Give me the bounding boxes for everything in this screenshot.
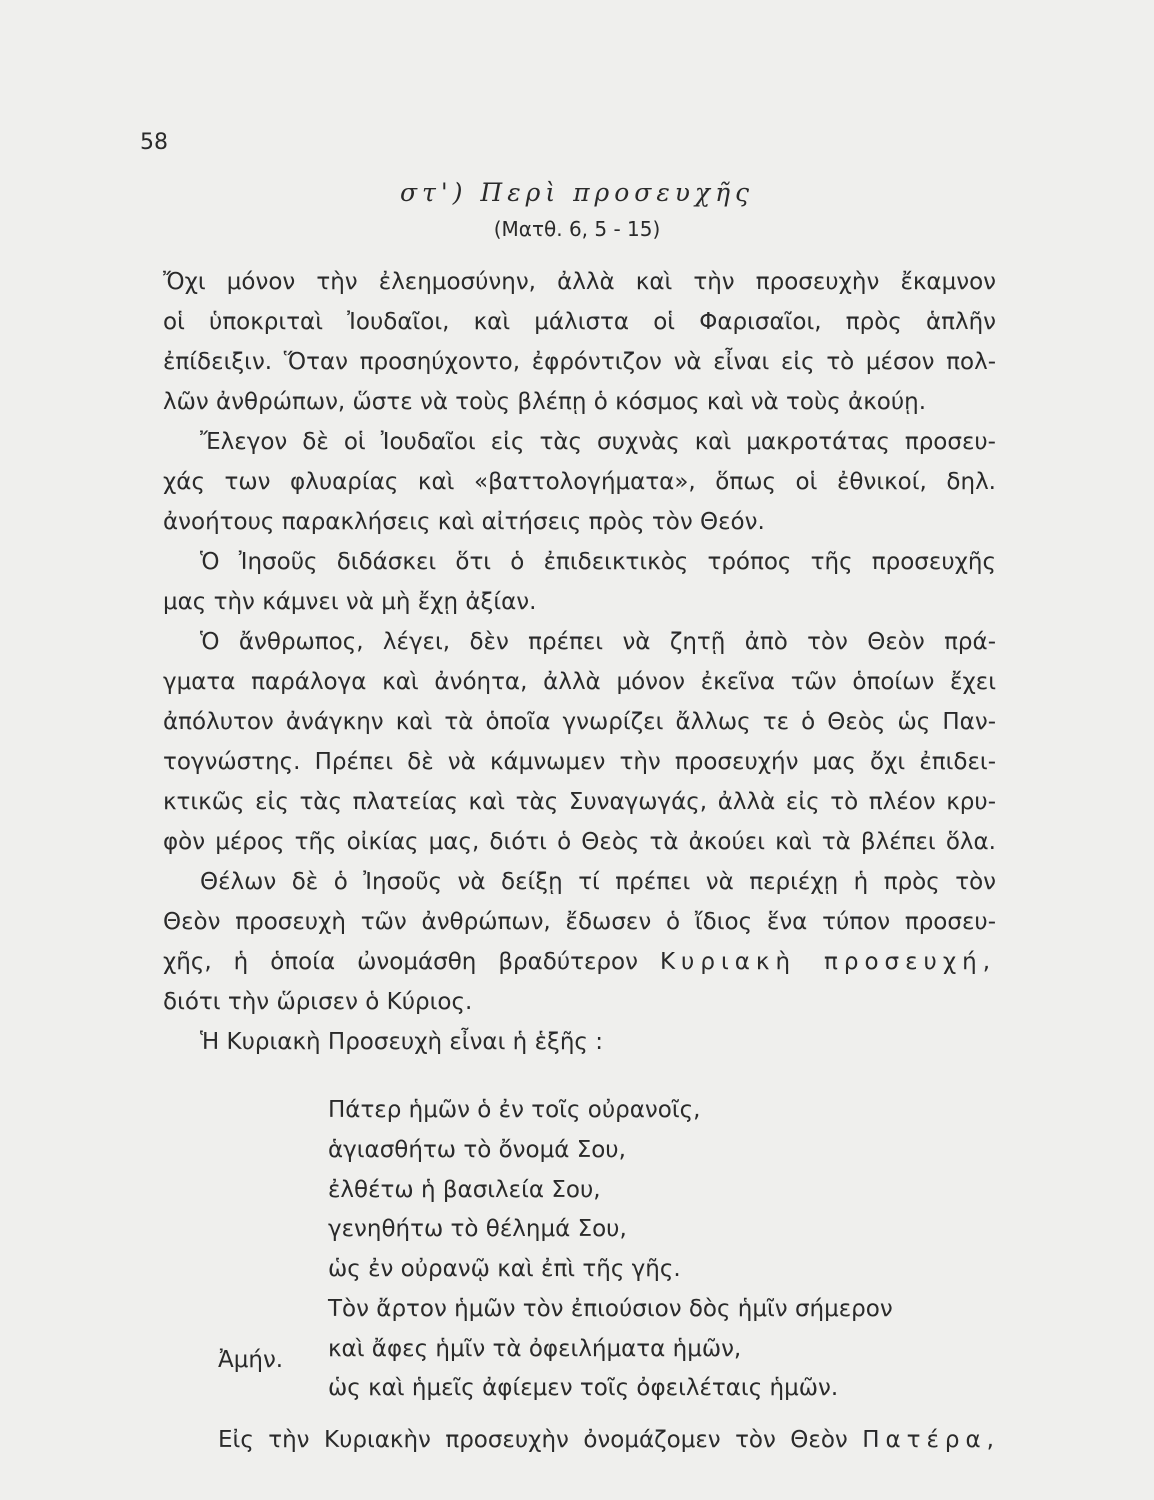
text-line: μας τὴν κάμνει νὰ μὴ ἔχῃ ἀξίαν. [163,589,537,615]
page-number: 58 [140,130,168,155]
amen: Ἀμήν. [218,1347,284,1373]
text-line: Θέλων δὲ ὁ Ἰησοῦς νὰ δείξῃ τί πρέπει νὰ περιέχῃ ἡ πρὸς τὸν [200,869,996,895]
emphasized-term: Κυριακὴ προσευχή, [659,949,997,975]
prayer-line: ἁγιασθήτω τὸ ὄνομά Σου, [328,1136,626,1163]
prayer-line: καὶ ἄφες ἡμῖν τὰ ὀφειλήματα ἡμῶν, [328,1335,742,1362]
prayer-line: Τὸν ἄρτον ἡμῶν τὸν ἐπιούσιον δὸς ἡμῖν σήμερον [328,1295,893,1322]
prayer-line: γενηθήτω τὸ θέλημά Σου, [328,1216,627,1243]
text-line: χάς των φλυαρίας καὶ «βαττολογήματα», ὅπως οἱ ἐθνικοί, δηλ. [163,469,996,495]
text-line: ἐπίδειξιν. Ὅταν προσηύχοντο, ἐφρόντιζον νὰ εἶναι εἰς τὸ μέσον πολ- [163,349,996,375]
text-line: κτικῶς εἰς τὰς πλατείας καὶ τὰς Συναγωγάς, ἀλλὰ εἰς τὸ πλέον κρυ- [163,789,996,815]
text-line: Ὁ Ἰησοῦς διδάσκει ὅτι ὁ ἐπιδεικτικὸς τρόπος τῆς προσευχῆς [200,549,996,575]
text-line: Θεὸν προσευχὴ τῶν ἀνθρώπων, ἔδωσεν ὁ ἴδιος ἕνα τύπον προσευ- [163,909,996,935]
text-line: ἀνοήτους παρακλήσεις καὶ αἰτήσεις πρὸς τὸν Θεόν. [163,509,765,535]
section-title: στ') Περὶ προσευχῆς [399,178,755,207]
text-line: τογνώστης. Πρέπει δὲ νὰ κάμνωμεν τὴν προσευχήν μας ὄχι ἐπιδει- [163,749,996,775]
text-line: Ἔλεγον δὲ οἱ Ἰουδαῖοι εἰς τὰς συχνὰς καὶ μακροτάτας προσευ- [200,429,996,455]
text-line-with-emphasis [163,942,996,982]
emphasized-term: Πατέρα, [862,1427,1000,1453]
scripture-reference: (Ματθ. 6, 5 - 15) [493,217,661,241]
text-line: λῶν ἀνθρώπων, ὥστε νὰ τοὺς βλέπῃ ὁ κόσμος καὶ νὰ τοὺς ἀκούῃ. [163,389,927,415]
text-line-with-emphasis [218,1420,1000,1460]
text-line: οἱ ὑποκριταὶ Ἰουδαῖοι, καὶ μάλιστα οἱ Φαρισαῖοι, πρὸς ἁπλῆν [163,309,996,335]
prayer-line: ὡς ἐν οὐρανῷ καὶ ἐπὶ τῆς γῆς. [328,1256,681,1282]
text-line: Ἡ Κυριακὴ Προσευχὴ εἶναι ἡ ἑξῆς : [200,1029,603,1055]
text-line: φὸν μέρος τῆς οἰκίας μας, διότι ὁ Θεὸς τὰ ἀκούει καὶ τὰ βλέπει ὅλα. [163,829,996,855]
text-line: Ὁ ἄνθρωπος, λέγει, δὲν πρέπει νὰ ζητῇ ἀπὸ τὸν Θεὸν πρά- [200,629,996,655]
prayer-line: Πάτερ ἡμῶν ὁ ἐν τοῖς οὐρανοῖς, [328,1097,701,1123]
text-segment: χῆς, ἡ ὁποία ὠνομάσθη βραδύτερον [163,949,638,975]
text-segment: Εἰς τὴν Κυριακὴν προσευχὴν ὀνομάζομεν τὸν Θεὸν [218,1427,848,1453]
text-line: Ὄχι μόνον τὴν ἐλεημοσύνην, ἀλλὰ καὶ τὴν προσευχὴν ἔκαμνον [163,269,996,295]
text-line: διότι τὴν ὥρισεν ὁ Κύριος. [163,989,473,1015]
prayer-line: ἐλθέτω ἡ βασιλεία Σου, [328,1176,601,1203]
text-line: ἀπόλυτον ἀνάγκην καὶ τὰ ὁποῖα γνωρίζει ἄλλως τε ὁ Θεὸς ὡς Παν- [163,709,996,735]
prayer-line: ὡς καὶ ἡμεῖς ἀφίεμεν τοῖς ὀφειλέταις ἡμῶν. [328,1375,839,1402]
text-line: γματα παράλογα καὶ ἀνόητα, ἀλλὰ μόνον ἐκεῖνα τῶν ὁποίων ἔχει [163,669,996,695]
